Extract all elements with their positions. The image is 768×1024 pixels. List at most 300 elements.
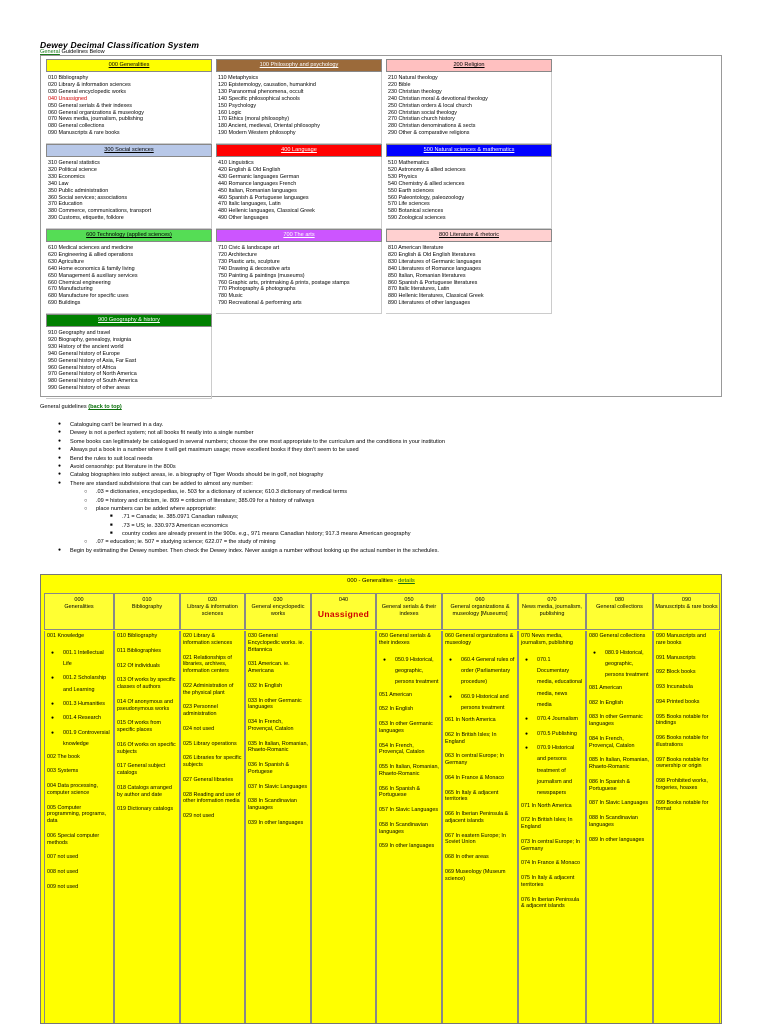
detail-entry: 033 In other Germanic languages xyxy=(248,697,302,711)
summary-class-list xyxy=(46,242,212,314)
detail-entry: 003 Systems xyxy=(47,768,79,775)
detail-column-header xyxy=(180,593,245,630)
guideline-item: ● Catalog biographies into subject areas, ie. a biography of Tiger Woods should be in golf, not biography xyxy=(58,471,718,479)
detail-subentry: ● 001.9 Controversial knowledge xyxy=(51,728,111,751)
detail-entry: 010 Bibliography xyxy=(117,633,158,639)
summary-line: 730 Plastic arts, sculpture xyxy=(218,258,280,265)
summary-line: 710 Civic & landscape art xyxy=(218,245,280,251)
guideline-item: ● Dewey is not a perfect system; not all books fit neatly into a single number xyxy=(58,429,718,437)
detail-entry: 018 Catalogs arranged by author and date xyxy=(117,784,172,798)
summary-class-header[interactable] xyxy=(46,144,212,157)
guidelines-label-text: General guidelines xyxy=(40,404,87,410)
detail-column-body xyxy=(245,631,311,1023)
detail-column-header xyxy=(442,593,518,630)
summary-class-100 xyxy=(216,59,382,144)
summary-line: 380 Commerce, communications, transport xyxy=(48,208,152,215)
guideline-item: ● Some books can legitimately be catalogued in several numbers; choose the one most appropriate to the curriculum and the conditions in your institution xyxy=(58,438,718,446)
summary-class-header[interactable] xyxy=(46,314,212,327)
detail-column-number: 010 xyxy=(142,597,152,603)
summary-line: 130 Paranormal phenomena, occult xyxy=(218,88,304,95)
detail-entry: 068 In other areas xyxy=(445,854,489,861)
detail-column-header xyxy=(114,593,180,630)
summary-line: 330 Economics xyxy=(48,173,85,180)
detail-column-090 xyxy=(653,593,720,1023)
guidelines-label xyxy=(40,404,122,411)
detail-subentry: ● 050.9 Historical, geographic, persons treatment xyxy=(383,655,439,689)
detail-column-number: 090 xyxy=(681,597,692,603)
guideline-item: ● Cataloguing can't be learned in a day. xyxy=(58,421,718,429)
detail-entry: 009 not used xyxy=(47,883,79,890)
summary-line: 720 Architecture xyxy=(218,251,257,258)
detail-entry: 080 General collections xyxy=(589,633,646,639)
detail-column-title: Generalities xyxy=(64,603,94,610)
detail-entry: 090 Manuscripts and rare books xyxy=(656,633,707,646)
summary-line: 020 Library & information sciences xyxy=(48,81,131,88)
detail-column-body xyxy=(376,631,442,1023)
general-link[interactable]: General xyxy=(40,49,60,55)
detail-entry: 029 not used xyxy=(183,813,215,819)
detail-entry: 004 Data processing, computer science xyxy=(47,783,98,796)
guideline-item: ● Begin by estimating the Dewey number. Then check the Dewey index. Never assign a number without looking up the actual number in the schedules. xyxy=(58,547,718,555)
detail-column-title: Bibliography xyxy=(131,603,163,610)
detail-entry: 014 Of anonymous and pseudonymous works xyxy=(117,698,174,712)
detail-entry: 001 Knowledge xyxy=(47,633,85,639)
summary-line: 670 Manufacturing xyxy=(48,286,93,293)
summary-line: 750 Painting & paintings (museums) xyxy=(218,272,305,279)
detail-subentry: ● 001.4 Research xyxy=(51,713,111,724)
summary-line: 690 Buildings xyxy=(48,300,81,307)
detail-entry: 005 Computer programming, programs, data xyxy=(47,804,107,824)
detail-entry: 015 Of works from specific places xyxy=(117,720,162,733)
detail-entry: 094 Printed books xyxy=(656,698,700,705)
summary-line: 740 Drawing & decorative arts xyxy=(218,265,291,272)
summary-line: 540 Chemistry & allied sciences xyxy=(388,180,465,187)
guideline-item: ● Always put a book in a number where it will get maximum usage; move excellent books if they don't seem to be used xyxy=(58,446,718,454)
detail-entry: 050 General serials & their indexes xyxy=(379,633,431,646)
summary-line: 170 Ethics (moral philosophy) xyxy=(218,116,290,123)
summary-line: 560 Paleontology, paleozoology xyxy=(388,194,465,201)
summary-line: 910 Geography and travel xyxy=(48,330,111,336)
guideline-item: ■ .73 = US; ie. 330.973 American economics xyxy=(110,522,718,530)
summary-line: 770 Photography & photographs xyxy=(218,286,296,293)
detail-table-000 xyxy=(40,574,722,1024)
summary-line: 510 Mathematics xyxy=(388,160,430,166)
summary-class-link[interactable]: 600 Technology (applied sciences) xyxy=(86,232,172,238)
detail-column-title: General serials & their indexes xyxy=(381,603,437,617)
detail-entry: 065 In Italy & adjacent territories xyxy=(445,789,499,803)
guideline-item: ○ .03 = dictionaries, encyclopedias, ie. 503 for a dictionary of science; 610.3 dictionary of medical terms xyxy=(84,488,718,496)
summary-line: 030 General encyclopedic works xyxy=(48,88,126,95)
detail-column-050 xyxy=(376,593,442,1023)
summary-line: 150 Psychology xyxy=(218,102,257,109)
summary-line: 870 Italic literatures, Latin xyxy=(388,286,450,293)
detail-subentry: ● 070.9 Historical and persons treatment of journalism and newspapers xyxy=(525,743,583,800)
summary-class-link[interactable]: 300 Social sciences xyxy=(104,147,154,153)
summary-line: 490 Other languages xyxy=(218,215,269,222)
detail-entry: 002 The book xyxy=(47,753,80,760)
detail-entry: 035 In Italian, Romanian, Rhaeto-Romanic xyxy=(248,740,308,754)
detail-column-body xyxy=(114,631,180,1023)
detail-entry: 098 Prohibited works, forgeries, hoaxes xyxy=(656,778,708,791)
detail-entry: 093 Incunabula xyxy=(656,684,693,690)
summary-line: 650 Management & auxiliary services xyxy=(48,272,138,279)
detail-column-title: News media, journalism, publishing xyxy=(522,603,582,617)
detail-column-070 xyxy=(518,593,586,1023)
detail-entry: 052 In English xyxy=(379,706,414,713)
detail-column-title: Manuscripts & rare books xyxy=(655,603,718,610)
detail-entry: 013 Of works by specific classes of authors xyxy=(117,677,176,690)
detail-entry: 054 In French, Provençal, Catalon xyxy=(379,742,425,756)
summary-line: 290 Other & comparative religions xyxy=(388,130,470,137)
detail-subentry: ● 070.1 Documentary media, educational media, news media xyxy=(525,655,583,712)
detail-entry: 060 General organizations & museology xyxy=(445,633,514,646)
detail-column-header xyxy=(586,593,653,630)
summary-line: 840 Literatures of Romance languages xyxy=(388,265,481,272)
detail-column-title: General organizations & museology [Museums] xyxy=(450,603,510,617)
summary-line: 620 Engineering & allied operations xyxy=(48,251,134,258)
detail-column-body xyxy=(311,631,376,1023)
detail-column-060 xyxy=(442,593,518,1023)
summary-class-header[interactable] xyxy=(46,59,212,72)
detail-column-title: Unassigned xyxy=(317,608,370,619)
detail-entry: 082 In English xyxy=(589,699,624,706)
detail-column-020 xyxy=(180,593,245,1023)
summary-class-400 xyxy=(216,144,382,229)
detail-subentry: ● 060.4 General rules of order (Parliamentary procedure) xyxy=(449,655,515,689)
summary-line: 880 Hellenic literatures, Classical Greek xyxy=(388,293,484,300)
summary-line: 050 General serials & their indexes xyxy=(48,102,132,109)
summary-class-header[interactable] xyxy=(46,229,212,242)
detail-entry: 063 In central Europe; In Germany xyxy=(445,753,505,767)
summary-line: 270 Christian church history xyxy=(388,116,455,123)
summary-line: 520 Astronomy & allied sciences xyxy=(388,166,466,173)
detail-column-number: 000 xyxy=(74,597,84,603)
detail-entry: 022 Administration of the physical plant xyxy=(183,682,234,696)
summary-line: 340 Law xyxy=(48,180,69,187)
detail-entry: 062 In British Isles; In England xyxy=(445,731,497,745)
summary-line: 420 English & Old English xyxy=(218,166,281,173)
summary-line: 210 Natural theology xyxy=(388,75,438,81)
summary-line: 240 Christian moral & devotional theology xyxy=(388,95,488,102)
back-to-top-link[interactable]: (back to top) xyxy=(88,404,122,410)
summary-class-list xyxy=(386,157,552,229)
summary-class-link[interactable]: 400 Language xyxy=(281,147,317,153)
summary-class-list xyxy=(386,72,552,144)
detail-column-body xyxy=(518,631,586,1023)
summary-line: 280 Christian denominations & sects xyxy=(388,123,476,130)
detail-entry: 025 Library operations xyxy=(183,740,237,747)
detail-entry: 097 Books notable for ownership or origin xyxy=(656,756,709,770)
detail-entry: 085 In Italian, Romanian, Rhaeto-Romanic xyxy=(589,757,649,771)
summary-line: 890 Literatures of other languages xyxy=(388,300,471,307)
summary-line: 970 General history of North America xyxy=(48,371,137,378)
summary-line: 220 Bible xyxy=(388,81,411,88)
detail-entry: 070 News media, journalism, publishing xyxy=(521,633,573,646)
detail-subentry: ● 001.3 Humanities xyxy=(51,699,111,710)
details-link[interactable]: details xyxy=(398,578,415,584)
detail-entry: 021 Relationships of libraries, archives, information centers xyxy=(183,654,232,674)
detail-entry: 017 General subject catalogs xyxy=(117,763,166,776)
summary-class-list xyxy=(216,242,382,314)
summary-line: 260 Christian social theology xyxy=(388,109,457,116)
summary-line: 640 Home economics & family living xyxy=(48,265,135,272)
summary-class-list xyxy=(46,72,212,144)
detail-entry: 058 In Scandinavian languages xyxy=(379,821,428,835)
summary-class-link[interactable]: 200 Religion xyxy=(453,62,485,68)
summary-line: 780 Music xyxy=(218,293,243,300)
detail-entry: 076 In Iberian Peninsula & adjacent islands xyxy=(521,896,580,910)
summary-line: 310 General statistics xyxy=(48,160,100,166)
detail-entry: 037 In Slavic Languages xyxy=(248,783,308,790)
summary-line: 070 News media, journalism, publishing xyxy=(48,116,143,123)
summary-class-link[interactable]: 100 Philosophy and psychology xyxy=(259,62,339,68)
summary-line: 990 General history of other areas xyxy=(48,385,130,392)
summary-line: 250 Christian orders & local church xyxy=(388,102,472,109)
detail-entry: 019 Dictionary catalogs xyxy=(117,806,174,813)
summary-class-link[interactable]: 900 Geography & history xyxy=(98,317,160,323)
summary-line: 820 English & Old English literatures xyxy=(388,251,476,258)
summary-class-link[interactable]: 800 Literature & rhetoric xyxy=(438,232,499,238)
summary-class-header[interactable] xyxy=(386,59,552,72)
detail-entry: 031 American. ie. Americana xyxy=(248,661,290,674)
detail-entry: 012 Of individuals xyxy=(117,662,160,669)
detail-column-body xyxy=(653,631,720,1023)
summary-line: 570 Life sciences xyxy=(388,201,430,208)
summary-class-list xyxy=(216,72,382,144)
guideline-item: ■ .71 = Canada; ie. 385.0971 Canadian railways; xyxy=(110,513,718,521)
detail-entry: 011 Bibliographies xyxy=(117,647,161,654)
detail-column-000 xyxy=(44,593,114,1023)
detail-column-body xyxy=(44,631,114,1023)
detail-entry: 059 In other languages xyxy=(379,843,435,850)
detail-subentry: ● 070.5 Publishing xyxy=(525,729,583,740)
summary-line: 530 Physics xyxy=(388,173,418,180)
detail-column-body xyxy=(180,631,245,1023)
summary-line: 810 American literature xyxy=(388,245,444,251)
summary-line: 590 Zoological sciences xyxy=(388,215,446,222)
summary-line: 760 Graphic arts, printmaking & prints, postage stamps xyxy=(218,279,350,286)
detail-column-number: 060 xyxy=(475,597,485,603)
detail-column-number: 030 xyxy=(273,597,283,603)
detail-entry: 084 In French, Provençal, Catalon xyxy=(589,735,635,749)
detail-entry: 006 Special computer methods xyxy=(47,832,100,846)
detail-entry: 023 Personnel administration xyxy=(183,704,218,717)
summary-line: 950 General history of Asia, Far East xyxy=(48,357,137,364)
summary-table xyxy=(40,55,722,397)
detail-column-040 xyxy=(311,593,376,1023)
detail-entry: 096 Books notable for illustrations xyxy=(656,735,709,748)
summary-class-header[interactable] xyxy=(216,144,382,157)
summary-line: 940 General history of Europe xyxy=(48,350,120,357)
summary-line: 090 Manuscripts & rare books xyxy=(48,130,120,137)
detail-column-header xyxy=(245,593,311,630)
detail-entry: 081 American xyxy=(589,684,622,691)
summary-line: 920 Biography, genealogy, insignia xyxy=(48,336,132,343)
detail-entry: 088 In Scandinavian languages xyxy=(589,815,638,828)
detail-column-body xyxy=(442,631,518,1023)
page-title: Dewey Decimal Classification System xyxy=(40,40,200,50)
guideline-item: ● Bend the rules to suit local needs xyxy=(58,455,718,463)
detail-entry: 061 In North America xyxy=(445,717,496,724)
guideline-item: ● There are standard subdivisions that can be added to almost any number: xyxy=(58,480,718,488)
detail-column-number: 050 xyxy=(404,597,414,603)
detail-column-body xyxy=(586,631,653,1023)
detail-subentry: ● 001.1 Intellectual Life xyxy=(51,648,111,671)
summary-line: 660 Chemical engineering xyxy=(48,279,111,286)
summary-class-list xyxy=(386,242,552,314)
summary-class-list xyxy=(46,327,212,399)
detail-entry: 057 In Slavic Languages xyxy=(379,807,439,814)
summary-line: 480 Hellenic languages, Classical Greek xyxy=(218,208,315,215)
detail-entry: 032 In English xyxy=(248,682,283,689)
detail-entry: 099 Books notable for format xyxy=(656,799,709,813)
summary-line: 610 Medical sciences and medicine xyxy=(48,245,134,251)
detail-column-number: 080 xyxy=(614,597,625,603)
detail-entry: 075 In Italy & adjacent territories xyxy=(521,875,575,888)
summary-line: 160 Logic xyxy=(218,109,242,116)
summary-line: 830 Literatures of Germanic languages xyxy=(388,258,482,265)
summary-class-list xyxy=(46,157,212,229)
detail-column-header xyxy=(518,593,586,630)
summary-class-900 xyxy=(46,314,212,399)
detail-entry: 020 Library & information sciences xyxy=(183,633,233,646)
summary-line: 850 Italian, Romanian literatures xyxy=(388,272,466,279)
summary-line: 680 Manufacture for specific uses xyxy=(48,293,129,300)
summary-line: 080 General collections xyxy=(48,123,105,130)
detail-entry: 034 In French, Provençal, Catalon xyxy=(248,719,294,732)
summary-line: 430 Germanic languages German xyxy=(218,173,300,180)
summary-line: 190 Modern Western philosophy xyxy=(218,130,296,137)
summary-class-600 xyxy=(46,229,212,314)
detail-entry: 008 not used xyxy=(47,869,79,875)
summary-line: 060 General organizations & museology xyxy=(48,109,144,116)
guideline-item: ○ place numbers can be added where appropriate: xyxy=(84,505,718,513)
summary-line: 320 Political science xyxy=(48,166,97,173)
detail-entry: 030 General Encyclopedic works. ie. Britannica xyxy=(248,633,305,653)
detail-entry: 038 In Scandinavian languages xyxy=(248,798,297,811)
summary-line: 440 Romance languages French xyxy=(218,180,297,187)
summary-line: 110 Metaphysics xyxy=(218,75,259,81)
detail-entry: 092 Block books xyxy=(656,669,696,676)
detail-entry: 016 Of works on specific subjects xyxy=(117,741,176,755)
summary-class-link[interactable]: 700 The arts xyxy=(283,232,315,238)
detail-entry: 051 American xyxy=(379,691,412,698)
summary-class-0 xyxy=(46,59,212,144)
detail-entry: 091 Manuscripts xyxy=(656,654,696,661)
detail-column-header xyxy=(311,593,376,630)
summary-class-500 xyxy=(386,144,552,229)
summary-line: 790 Recreational & performing arts xyxy=(218,300,302,307)
detail-entry: 028 Reading and use of other information media xyxy=(183,791,241,805)
detail-column-number: 020 xyxy=(207,597,218,603)
summary-class-header[interactable] xyxy=(386,229,552,242)
detail-subentry: ● 070.4 Journalism xyxy=(525,714,583,725)
detail-entry: 069 Museology (Museum science) xyxy=(445,868,506,882)
summary-line: 230 Christian theology xyxy=(388,88,442,95)
summary-line: 360 Social services; associations xyxy=(48,194,128,201)
summary-line: 370 Education xyxy=(48,201,83,208)
detail-entry: 066 In Iberian Peninsula & adjacent islands xyxy=(445,811,509,824)
summary-line: 140 Specific philosophical schools xyxy=(218,95,300,102)
detail-column-header xyxy=(376,593,442,630)
summary-class-header[interactable] xyxy=(216,59,382,72)
detail-entry: 039 In other languages xyxy=(248,819,304,826)
summary-line: 930 History of the ancient world xyxy=(48,343,124,350)
detail-entry: 072 In British Isles; In England xyxy=(521,817,573,831)
detail-entry: 026 Libraries for specific subjects xyxy=(183,755,242,768)
detail-header xyxy=(41,575,721,590)
detail-column-number: 040 xyxy=(338,597,349,603)
summary-line: 630 Agriculture xyxy=(48,258,84,265)
detail-entry: 064 In France & Monaco xyxy=(445,774,505,781)
detail-entry: 095 Books notable for bindings xyxy=(656,713,709,727)
summary-class-700 xyxy=(216,229,382,314)
detail-entry: 053 In other Germanic languages xyxy=(379,721,433,734)
summary-class-300 xyxy=(46,144,212,229)
detail-entry: 067 In eastern Europe; In Soviet Union xyxy=(445,832,506,846)
summary-class-link[interactable]: 000 Generalities xyxy=(108,62,150,68)
guideline-item: ■ country codes are already present in the 900s. e.g., 971 means Canadian history; 917.3 means American geography xyxy=(110,530,718,538)
summary-line: 980 General history of South America xyxy=(48,378,138,385)
summary-class-header[interactable] xyxy=(386,144,552,157)
detail-column-header xyxy=(44,593,114,630)
guideline-item: ○ .09 = history and criticism, ie. 809 = criticism of literature; 385.09 for a history of railways xyxy=(84,497,718,505)
detail-column-title: Library & information sciences xyxy=(187,603,238,617)
summary-line: 580 Botanical sciences xyxy=(388,208,444,215)
summary-line: 040 Unassigned xyxy=(48,95,87,102)
summary-line: 860 Spanish & Portuguese literatures xyxy=(388,279,478,286)
detail-entry: 007 not used xyxy=(47,854,79,861)
detail-entry: 056 In Spanish & Portuguese xyxy=(379,785,421,799)
summary-line: 180 Ancient, medieval, Oriental philosophy xyxy=(218,123,320,130)
summary-line: 450 Italian, Romanian languages xyxy=(218,187,297,194)
detail-entry: 055 In Italian, Romanian, Rhaeto-Romanic xyxy=(379,764,439,777)
detail-entry: 087 In Slavic Languages xyxy=(589,800,649,807)
detail-column-number: 070 xyxy=(547,597,557,603)
detail-column-title: General encyclopedic works xyxy=(251,603,305,617)
detail-column-080 xyxy=(586,593,653,1023)
detail-entry: 027 General libraries xyxy=(183,776,234,783)
summary-line: 010 Bibliography xyxy=(48,75,89,81)
guideline-item: ○ .07 = education; ie. 507 = studying science; 622.07 = the study of mining xyxy=(84,538,718,546)
detail-column-title: General collections xyxy=(596,603,643,610)
detail-entry: 083 In other Germanic languages xyxy=(589,714,643,728)
detail-subentry: ● 060.9 Historical and persons treatment xyxy=(449,692,515,715)
detail-column-010 xyxy=(114,593,180,1023)
summary-line: 960 General history of Africa xyxy=(48,364,117,371)
summary-line: 410 Linguistics xyxy=(218,160,254,166)
detail-entry: 024 not used xyxy=(183,725,215,732)
detail-entry: 089 In other languages xyxy=(589,836,645,843)
detail-entry: 074 In France & Monaco xyxy=(521,860,581,867)
detail-entry: 036 In Spanish & Portugese xyxy=(248,762,290,775)
summary-line: 550 Earth sciences xyxy=(388,187,434,194)
summary-line: 390 Customs, etiquette, folklore xyxy=(48,215,124,222)
detail-entry: 071 In North America xyxy=(521,802,572,809)
detail-column-header xyxy=(653,593,720,630)
subtitle-text: Guidelines Below xyxy=(59,49,105,55)
summary-class-header[interactable] xyxy=(216,229,382,242)
summary-line: 120 Epistemology, causation, humankind xyxy=(218,81,316,88)
detail-subentry: ● 080.9 Historical, geographic, persons treatment xyxy=(593,648,650,682)
summary-class-200 xyxy=(386,59,552,144)
guideline-item: ● Avoid censorship: put literature in the 800s xyxy=(58,463,718,471)
summary-class-link[interactable]: 500 Natural sciences & mathematics xyxy=(423,147,515,153)
detail-entry: 086 In Spanish & Portuguese xyxy=(589,778,631,792)
guidelines-list xyxy=(58,421,718,555)
detail-subentry: ● 001.2 Scholarship and Learning xyxy=(51,673,111,696)
detail-header-text: 000 - Generalities - xyxy=(347,578,399,584)
